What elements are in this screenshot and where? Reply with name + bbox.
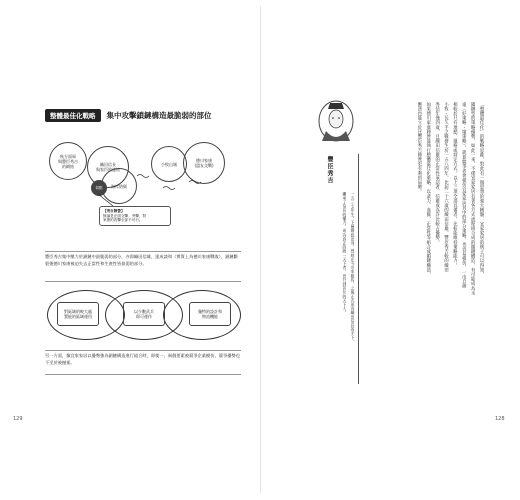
text-col-7: 應該也能立於比豐臣秀吉陣營更有利的局勢。 — [416, 102, 422, 194]
paragraph-2: 另一方面，像宜家家居以優勢強為鎖鏈構造進行組合時，即使一，兩個要素被競爭企業模仿，競爭優勢也不至於被撼搖。 — [45, 353, 240, 365]
main-text-block — [364, 102, 484, 302]
text-col-0: 「整體最佳化」的戰略思維，對此有一個思想的強大精髓：宜家家居的例子可以得知， — [479, 102, 484, 277]
ring-mid-small-label: 海岸防衛 — [111, 183, 127, 189]
camp-note-body: 無論是正面交擊、突擊，對 家康的攻擊全部不可行。 — [103, 213, 147, 223]
ring-right-label: 德川家康 (盟友交戰) — [194, 158, 214, 168]
ring-mid-label: 織田信長 與家臣的連結 — [96, 162, 120, 172]
text-col-3: 相較於只有地點、風格或特定方式，以上三項全部具備者，比較能維持策略能力。 — [452, 102, 458, 268]
divider-2 — [45, 281, 241, 282]
weakpoint-label: 弱點 — [95, 185, 103, 190]
break-marks — [43, 136, 243, 246]
paragraph-1: 豐臣秀吉集中壓力於鎖鏈中最脆弱的部分，亦即織田信雄，達成談和（實質上為德川家康戰敗），鎖鏈斷裂後德川家康被迫失去正當性和生產性皆最弱的部分。 — [45, 254, 238, 266]
page-number-left: 129 — [13, 416, 23, 422]
ikea-box-3-label: 獨特的設計和 物流機能 — [198, 308, 222, 319]
ikea-box-1 — [57, 302, 99, 326]
text-col-4: 小牧・長久手之戰發生於一五八四年，比起二十六歲的織田信雄，豐臣秀吉較的織田 — [443, 102, 449, 273]
camp-note-title: 【秀吉陣營】 — [103, 209, 125, 213]
hideyoshi-portrait — [316, 99, 356, 151]
divider-1 — [45, 251, 241, 252]
ikea-box-3 — [189, 302, 231, 326]
ikea-box-2 — [123, 302, 165, 326]
ikea-box-1-label: 對區域的較大處 置能的區域運用 — [64, 308, 92, 319]
text-col-5: 秀信年僅四歲，且織田信雄的正當性承認者，信雄成為許比較占優勢。 — [434, 102, 440, 245]
book-spread — [8, 6, 512, 494]
section-title: 集中攻擊鎖鏈構造最脆弱的部位 — [106, 111, 212, 120]
camp-note — [99, 206, 171, 226]
bio-line-1: 繼承了信長的權力，成為真正的統一天下者，晉升到首位的天下人。 — [342, 192, 348, 315]
text-col-2: 遠（好策略・壞策略）。就算競爭者會模仿宜家家居其中的部分策略，也容易模仿，一出自納 — [461, 102, 467, 289]
section-heading — [45, 109, 212, 122]
ikea-box-2-label: 以少數武兵 即可運作 — [134, 308, 154, 319]
text-col-1: 鎖鏈型的策略優勢，如此一來，不僅宜家家居有著各方式流程組合成的鎖鏈構造，有可能成為永 — [470, 102, 476, 296]
bio-name: 豐臣秀吉 — [326, 156, 333, 184]
page-number-right: 128 — [495, 416, 505, 422]
divider-3 — [45, 350, 241, 351]
page-gutter — [260, 6, 261, 494]
ikea-rings — [45, 290, 241, 342]
chain-diagram — [43, 136, 243, 246]
ring-left-label: 秋方面軍 與豐臣秀吉 的網絡 — [58, 153, 78, 169]
section-tag: 整體最佳化戰略 — [45, 109, 101, 122]
ring-right-small-label: 小牧山城 — [161, 161, 177, 167]
divider-4 — [45, 374, 241, 375]
bio-line-0: 一五三七年生，下層階級出身，曾經在今川家服侍，之後正式成為織田信長的手下。 — [351, 192, 356, 344]
text-col-6: 如果德川家康陣營能執行整體最佳化策略，以武力、血脈、正當性等組合成鎖鏈構造， — [425, 102, 431, 277]
bio-text — [326, 192, 356, 372]
